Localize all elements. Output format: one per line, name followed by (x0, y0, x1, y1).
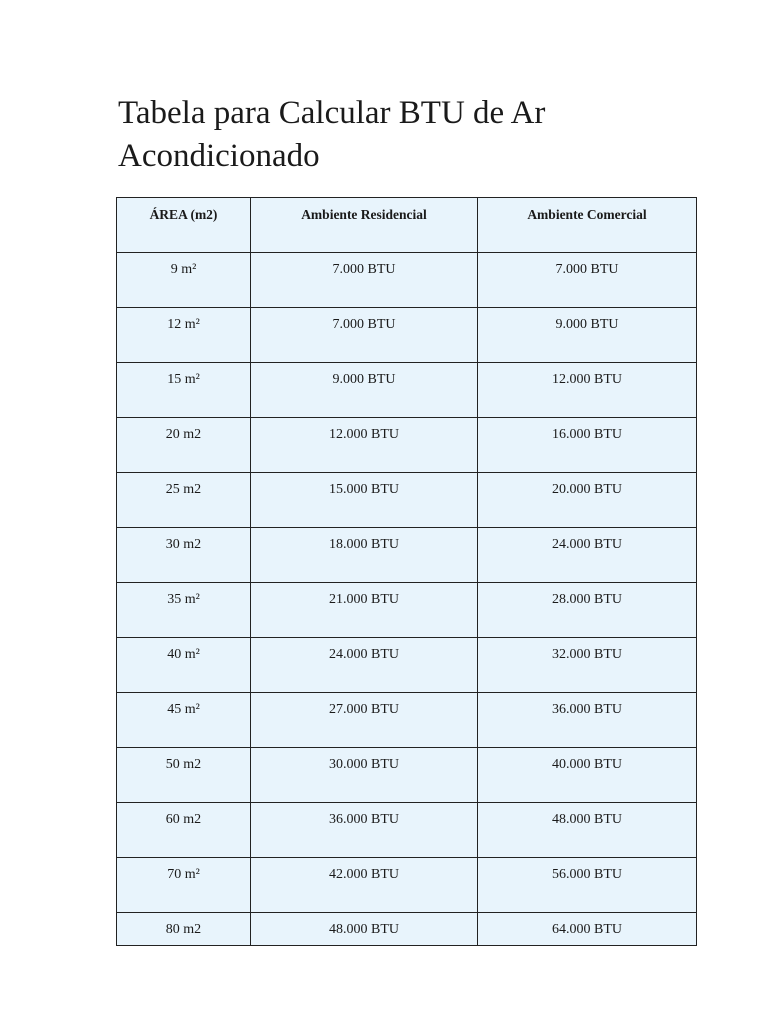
table-row (117, 858, 697, 913)
table-row (117, 473, 697, 528)
area-cell: 80 m2 (117, 913, 251, 946)
commercial-btu-cell: 56.000 BTU (478, 858, 697, 913)
table-row (117, 913, 697, 946)
header-area: ÁREA (m2) (117, 198, 251, 253)
header-residential: Ambiente Residencial (251, 198, 478, 253)
table-row (117, 418, 697, 473)
area-cell: 30 m2 (117, 528, 251, 583)
header-commercial: Ambiente Comercial (478, 198, 697, 253)
table-row (117, 308, 697, 363)
area-cell: 40 m² (117, 638, 251, 693)
area-cell: 25 m2 (117, 473, 251, 528)
commercial-btu-cell: 7.000 BTU (478, 253, 697, 308)
area-cell: 50 m2 (117, 748, 251, 803)
commercial-btu-cell: 40.000 BTU (478, 748, 697, 803)
residential-btu-cell: 30.000 BTU (251, 748, 478, 803)
residential-btu-cell: 12.000 BTU (251, 418, 478, 473)
table-row (117, 803, 697, 858)
residential-btu-cell: 9.000 BTU (251, 363, 478, 418)
residential-btu-cell: 7.000 BTU (251, 253, 478, 308)
header-row (117, 198, 697, 253)
area-cell: 60 m2 (117, 803, 251, 858)
commercial-btu-cell: 20.000 BTU (478, 473, 697, 528)
commercial-btu-cell: 28.000 BTU (478, 583, 697, 638)
area-cell: 9 m² (117, 253, 251, 308)
area-cell: 45 m² (117, 693, 251, 748)
commercial-btu-cell: 12.000 BTU (478, 363, 697, 418)
commercial-btu-cell: 32.000 BTU (478, 638, 697, 693)
residential-btu-cell: 42.000 BTU (251, 858, 478, 913)
residential-btu-cell: 7.000 BTU (251, 308, 478, 363)
table-row (117, 528, 697, 583)
commercial-btu-cell: 16.000 BTU (478, 418, 697, 473)
area-cell: 20 m2 (117, 418, 251, 473)
table-header (117, 198, 697, 253)
page-title: Tabela para Calcular BTU de Ar Acondicionado (118, 95, 546, 174)
residential-btu-cell: 15.000 BTU (251, 473, 478, 528)
commercial-btu-cell: 48.000 BTU (478, 803, 697, 858)
residential-btu-cell: 18.000 BTU (251, 528, 478, 583)
table-row (117, 638, 697, 693)
commercial-btu-cell: 36.000 BTU (478, 693, 697, 748)
table-row (117, 253, 697, 308)
commercial-btu-cell: 64.000 BTU (478, 913, 697, 946)
table-row (117, 363, 697, 418)
area-cell: 35 m² (117, 583, 251, 638)
table-body (117, 253, 697, 946)
residential-btu-cell: 27.000 BTU (251, 693, 478, 748)
area-cell: 70 m² (117, 858, 251, 913)
commercial-btu-cell: 24.000 BTU (478, 528, 697, 583)
area-cell: 15 m² (117, 363, 251, 418)
btu-table (116, 197, 697, 946)
residential-btu-cell: 36.000 BTU (251, 803, 478, 858)
residential-btu-cell: 48.000 BTU (251, 913, 478, 946)
table-row (117, 583, 697, 638)
table-row (117, 748, 697, 803)
area-cell: 12 m² (117, 308, 251, 363)
table-row (117, 693, 697, 748)
residential-btu-cell: 21.000 BTU (251, 583, 478, 638)
commercial-btu-cell: 9.000 BTU (478, 308, 697, 363)
residential-btu-cell: 24.000 BTU (251, 638, 478, 693)
